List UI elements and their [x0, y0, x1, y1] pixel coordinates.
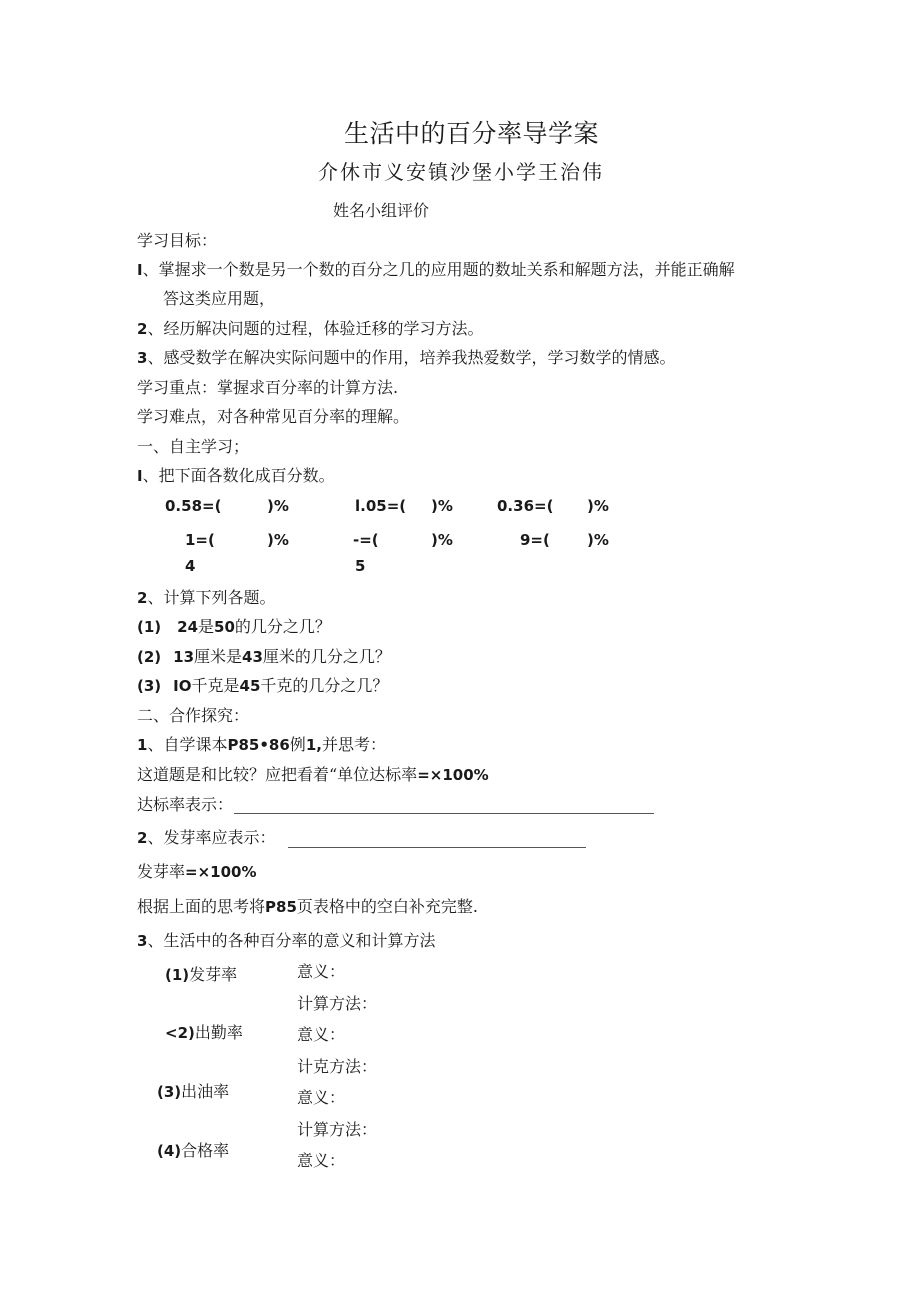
conv-6-expr: 9=( — [520, 531, 550, 549]
difficulty: 学习难点，对各种常见百分率的理解。 — [137, 407, 410, 426]
rate-label: 达标率表示： — [137, 795, 234, 814]
q2-num: 2 — [137, 589, 148, 607]
problem-3-t1: 千克是 — [191, 676, 240, 695]
conv-1-expr: 0.58=( — [165, 497, 222, 515]
rate-item-3-name: 出油率 — [181, 1082, 230, 1101]
q1-convert — [137, 468, 335, 484]
field-method: 计克方法： — [297, 1057, 378, 1076]
problem-2 — [137, 649, 391, 665]
section2-heading: 二、合作探究： — [137, 706, 250, 725]
germ-text: 发芽率 — [137, 862, 186, 881]
problem-3-t2: 千克的几分之几？ — [260, 676, 389, 695]
conv-5-close: )% — [431, 531, 453, 549]
conv-2-close: )% — [431, 497, 453, 515]
conv-1-close: )% — [267, 497, 289, 515]
problem-1-a: 24 — [177, 618, 199, 636]
name-group-line: 姓名小组评价 — [333, 201, 430, 220]
s2-q1-t3: 并思考： — [321, 735, 386, 754]
conv-5-expr: -=( — [353, 531, 379, 549]
rate-item-1 — [165, 967, 237, 983]
problem-1-t2: 的几分之几？ — [234, 617, 331, 636]
fill-t2: 页表格中的空白补充完整. — [296, 897, 478, 916]
field-meaning: 意义： — [297, 962, 346, 981]
key-point: 学习重点：掌握求百分率的计算方法. — [137, 378, 399, 397]
conv-4-denominator: 4 — [185, 557, 196, 575]
problem-3-num: (3) — [137, 677, 162, 695]
rate-item-1-num: (1) — [165, 966, 190, 984]
q2-calc — [137, 590, 275, 606]
field-meaning: 意义： — [297, 1088, 346, 1107]
problem-2-num: (2) — [137, 648, 162, 666]
goal-num-2: 2 — [137, 320, 148, 338]
field-method: 计算方法： — [297, 1120, 378, 1139]
field-meaning: 意义： — [297, 1025, 346, 1044]
problem-2-b: 43 — [242, 648, 263, 666]
fill-t1: 根据上面的思考将 — [137, 897, 266, 916]
s2-q2 — [137, 830, 275, 846]
q1-num: I — [137, 467, 143, 485]
s2-q1-num: 1 — [137, 736, 148, 754]
problem-3 — [137, 678, 388, 694]
goal-num-1: I — [137, 261, 143, 279]
field-meaning-clipped — [297, 1151, 346, 1170]
rate-item-2 — [165, 1025, 243, 1041]
rate-item-4-name: 合格率 — [181, 1141, 230, 1160]
s2-q3-num: 3 — [137, 932, 148, 950]
problem-1-t1: 是 — [198, 617, 215, 636]
q2-text: 、计算下列各题。 — [147, 588, 276, 607]
s2-q3 — [137, 933, 435, 949]
conv-4-expr: 1=( — [185, 531, 215, 549]
problem-1-num: (1) — [137, 618, 162, 636]
conv-4-close: )% — [267, 531, 289, 549]
problem-2-a: 13 — [173, 648, 195, 666]
compare-text: 这道题是和比较？应把看着“单位达标率 — [137, 765, 418, 784]
problem-2-t2: 厘米的几分之几？ — [262, 647, 391, 666]
rate-item-3 — [157, 1084, 229, 1100]
rate-item-1-name: 发芽率 — [189, 965, 238, 984]
s2-q1-ref: P85•86 — [227, 736, 290, 754]
rate-item-2-name: 出勤率 — [194, 1023, 243, 1042]
compare-formula: =×100% — [417, 766, 489, 784]
s2-q2-num: 2 — [137, 829, 148, 847]
goal-item-3 — [137, 350, 675, 366]
problem-1 — [137, 619, 331, 635]
s2-q1-t1: 、自学课本 — [147, 735, 228, 754]
s2-q1 — [137, 737, 386, 753]
rate-item-4-num: (4) — [157, 1142, 182, 1160]
rate-item-2-num: <2) — [165, 1024, 195, 1042]
fill-ref: P85 — [265, 898, 297, 916]
fill-instruction — [137, 899, 478, 915]
s2-q1-ex: 1, — [305, 736, 322, 754]
germ-formula-value: =×100% — [185, 863, 257, 881]
goal-text-1: 、掌握求一个数是另一个数的百分之几的应用题的数址关系和解题方法，并能正确解 — [142, 260, 735, 279]
rate-item-3-num: (3) — [157, 1083, 182, 1101]
field-meaning: 意义： — [297, 1151, 346, 1170]
author-line: 介休市义安镇沙堡小学王治伟 — [318, 160, 604, 184]
goal-text-2: 、经历解决问题的过程，体验迁移的学习方法。 — [147, 319, 484, 338]
problem-3-b: 45 — [239, 677, 261, 695]
goal-num-3: 3 — [137, 349, 148, 367]
conv-3-expr: 0.36=( — [497, 497, 554, 515]
rate-answer-line[interactable] — [234, 813, 654, 814]
conv-6-close: )% — [587, 531, 609, 549]
conv-2-expr: l.05=( — [355, 497, 407, 515]
germ-formula — [137, 864, 257, 880]
field-method: 计算方法： — [297, 994, 378, 1013]
goal-text-3: 、感受数学在解决实际问题中的作用，培养我热爱数学，学习数学的情感。 — [147, 348, 676, 367]
page-title: 生活中的百分率导学案 — [344, 119, 600, 148]
germ-answer-line[interactable] — [288, 847, 586, 848]
section1-heading: 一、自主学习； — [137, 437, 250, 456]
s2-q3-text: 、生活中的各种百分率的意义和计算方法 — [147, 931, 436, 950]
conv-3-close: )% — [587, 497, 609, 515]
compare-line — [137, 767, 489, 783]
goal-item-1 — [137, 262, 735, 278]
rate-item-4 — [157, 1143, 229, 1159]
q1-text: 、把下面各数化成百分数。 — [142, 466, 335, 485]
s2-q2-text: 、发芽率应表示： — [147, 828, 276, 847]
goal-item-2 — [137, 321, 483, 337]
goal-item-1-cont: 答这类应用题， — [163, 289, 276, 308]
s2-q1-t2: 例 — [289, 735, 306, 754]
problem-1-b: 50 — [214, 618, 235, 636]
conv-5-denominator: 5 — [355, 557, 366, 575]
problem-2-t1: 厘米是 — [194, 647, 243, 666]
problem-3-a: IO — [173, 677, 192, 695]
goals-heading: 学习目标： — [137, 231, 218, 250]
